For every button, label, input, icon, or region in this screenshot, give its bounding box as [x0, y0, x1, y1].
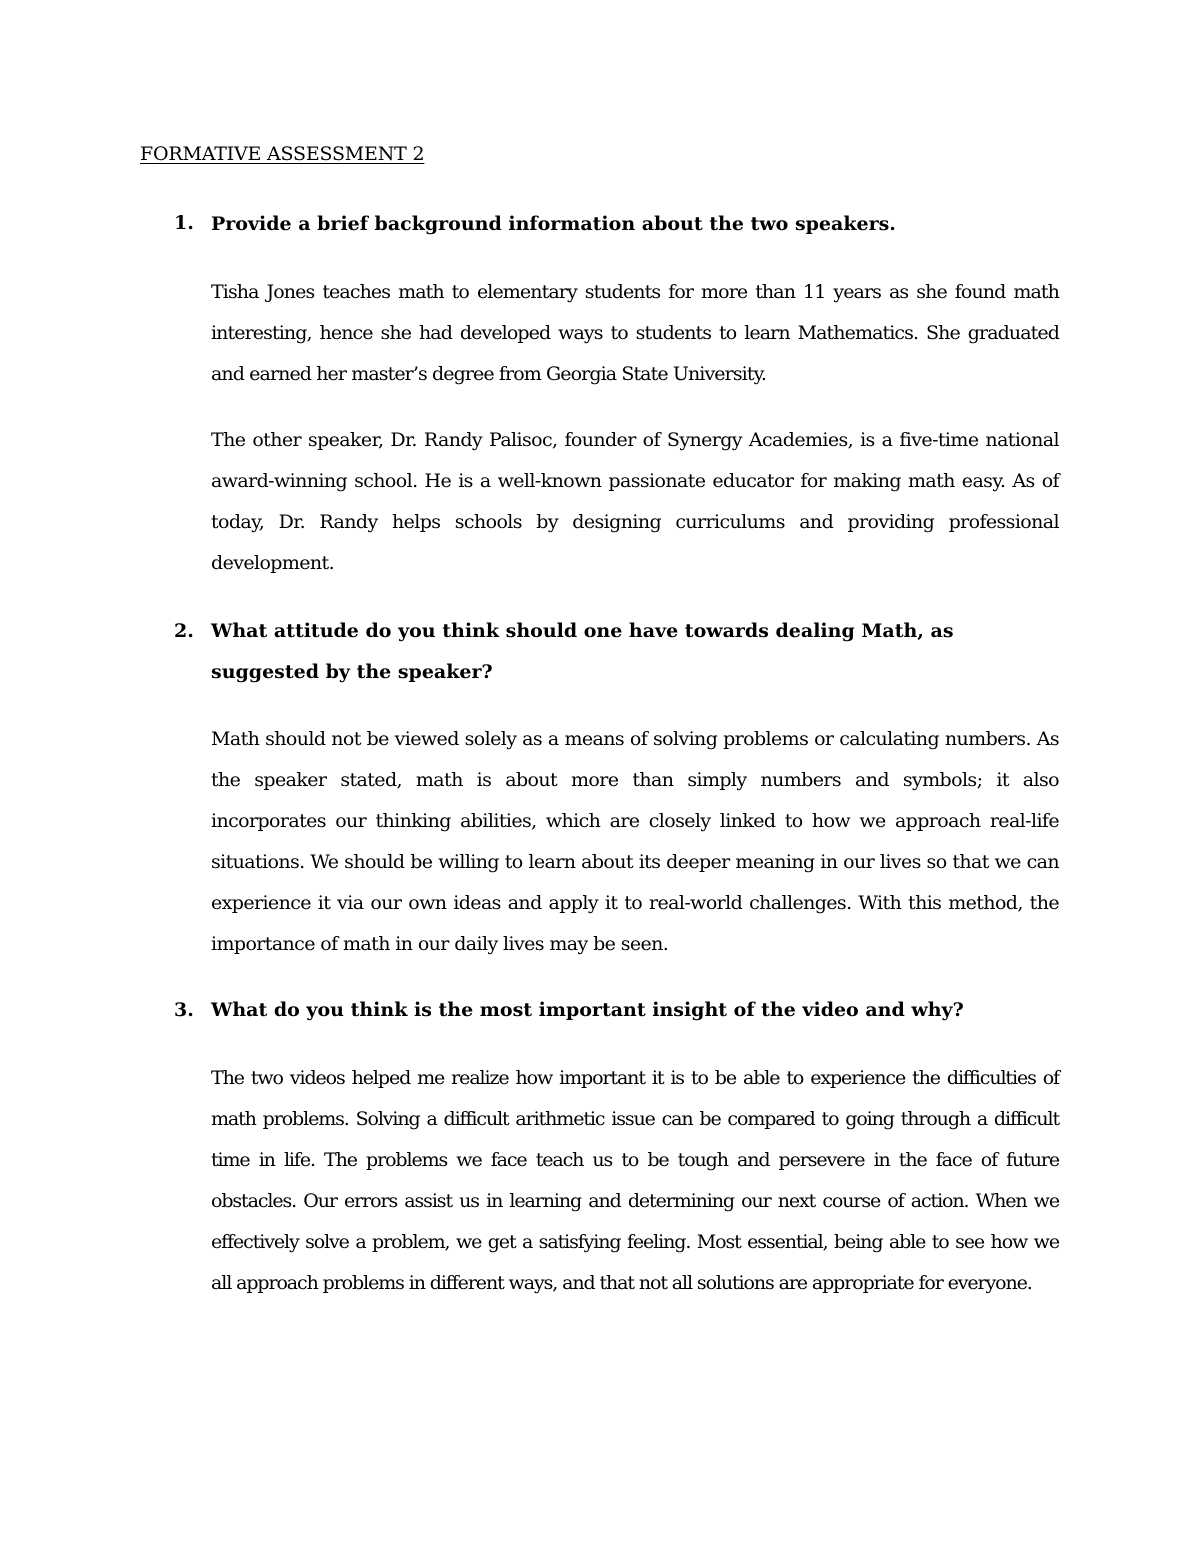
question-2-text: What attitude do you think should one have towards dealing Math, as suggested by the speaker? — [211, 620, 954, 683]
question-1-number: 1. — [174, 212, 194, 234]
question-2-number: 2. — [174, 620, 194, 642]
question-1-answer-paragraph-1: Tisha Jones teaches math to elementary students for more than 11 years as she found math interesting, hence she had developed ways to students to learn Mathematics. She graduated and earned her master’s degree from Georgia State University. — [211, 281, 1059, 385]
question-3-number: 3. — [174, 999, 194, 1021]
question-2-answer-paragraph-1: Math should not be viewed solely as a means of solving problems or calculating numbers. As the speaker stated, math is about more than simply numbers and symbols; it also incorporates our thinking abilities, which are closely linked to how we approach real-life situations. We should be willing to learn about its deeper meaning in our lives so that we can experience it via our own ideas and apply it to real-world challenges. With this method, the importance of math in our daily lives may be seen. — [211, 728, 1059, 955]
question-1-text: Provide a brief background information about the two speakers. — [211, 213, 896, 235]
document-title: FORMATIVE ASSESSMENT 2 — [140, 143, 425, 165]
question-3-text: What do you think is the most important insight of the video and why? — [211, 999, 964, 1021]
question-3-answer-paragraph-1: The two videos helped me realize how important it is to be able to experience the difficulties of math problems. Solving a difficult arithmetic issue can be compared to going through a difficult time in life. The problems we face teach us to be tough and persevere in the face of future obstacles. Our errors assist us in learning and determining our next course of action. When we effectively solve a problem, we get a satisfying feeling. Most essential, being able to see how we all approach problems in different ways, and that not all solutions are appropriate for everyone. — [211, 1067, 1059, 1294]
question-1-answer-paragraph-2: The other speaker, Dr. Randy Palisoc, founder of Synergy Academies, is a five-time national award-winning school. He is a well-known passionate educator for making math easy. As of today, Dr. Randy helps schools by designing curriculums and providing professional development. — [211, 429, 1059, 574]
